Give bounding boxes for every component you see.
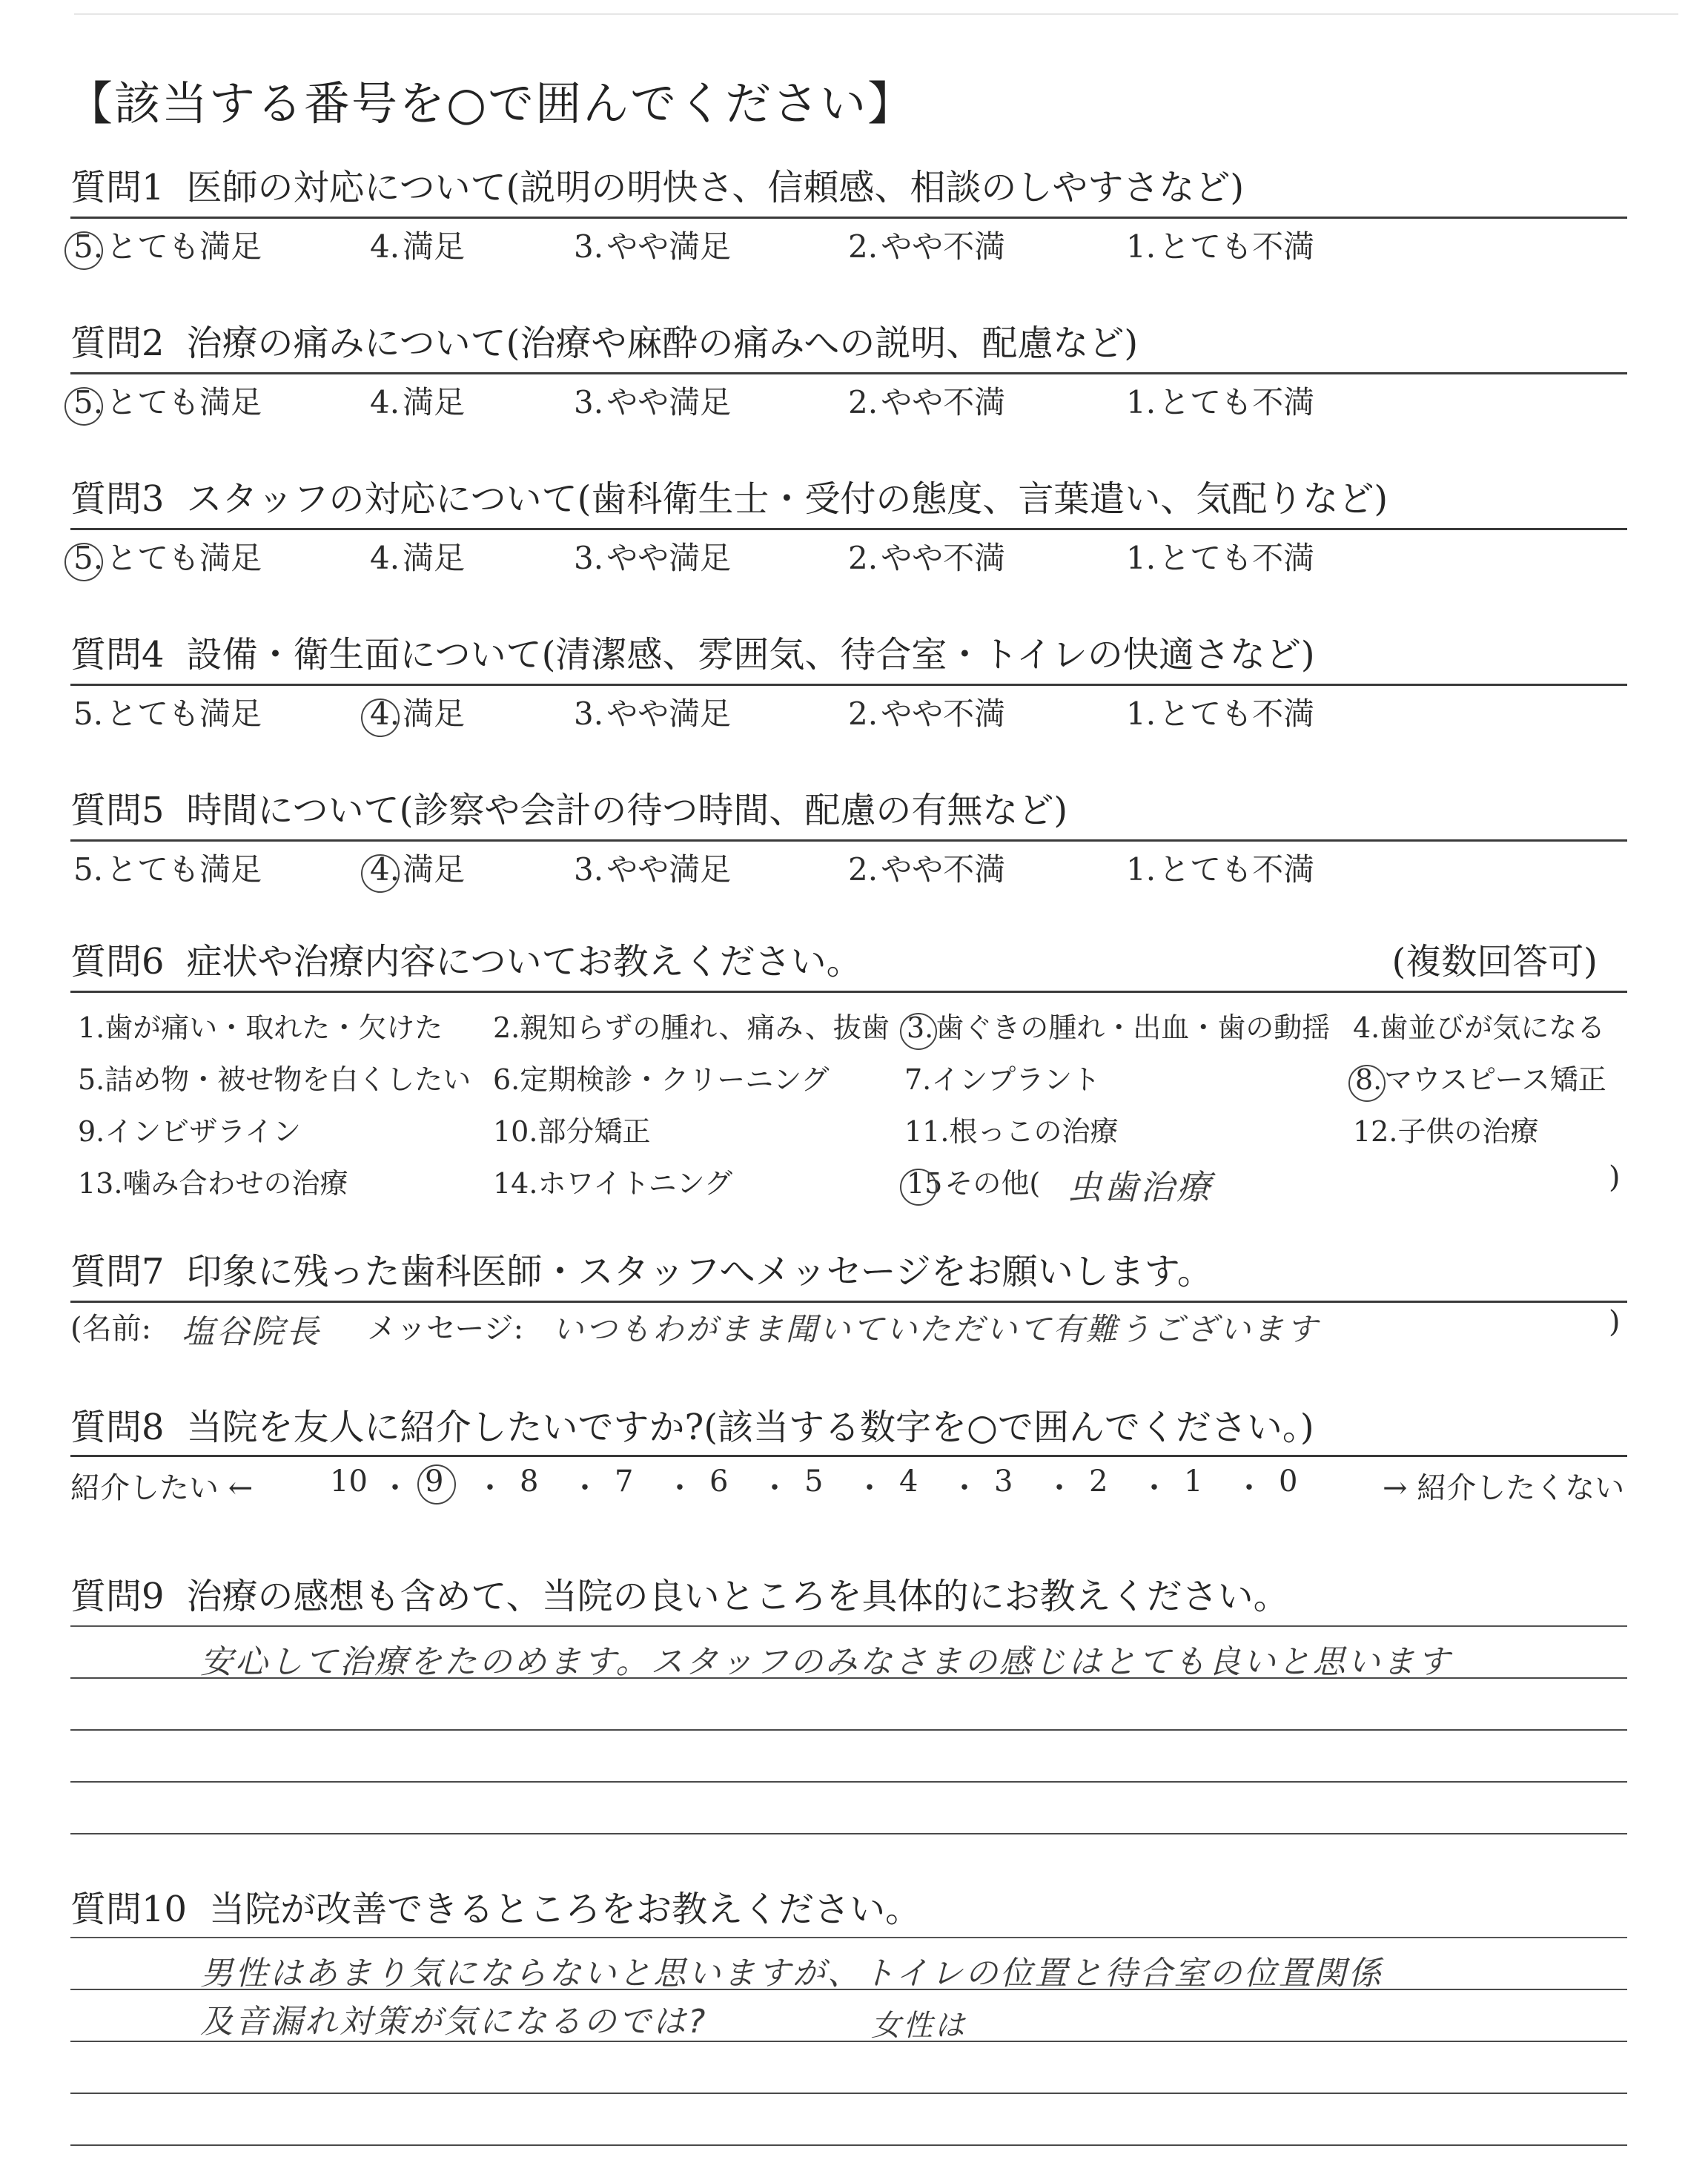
option-number: 5. bbox=[73, 851, 104, 888]
option-label: 歯ぐきの腫れ・出血・歯の動揺 bbox=[936, 1011, 1331, 1044]
q10-answer-line2: 及音漏れ対策が気になるのでは? bbox=[200, 2003, 708, 2041]
question-text: 時間について(診察や会計の待つ時間、配慮の有無など) bbox=[186, 790, 1068, 831]
scale-left-label: 紹介したい ← bbox=[70, 1471, 254, 1505]
question-number: 質問9 bbox=[70, 1576, 165, 1617]
option-number: 5. bbox=[78, 1063, 105, 1096]
answer-option[interactable] bbox=[1123, 378, 1314, 423]
option-number: 3. bbox=[574, 384, 604, 420]
answer-option[interactable] bbox=[70, 690, 262, 734]
scale-value[interactable]: 10 bbox=[330, 1464, 368, 1499]
scale-separator: ・ bbox=[1234, 1471, 1264, 1505]
option-number: 5. bbox=[70, 384, 106, 420]
option-label: とても不満 bbox=[1159, 851, 1315, 888]
option-label: やや不満 bbox=[881, 228, 1006, 265]
question-10 bbox=[70, 1883, 1627, 1935]
option-label: 親知らずの腫れ、痛み、抜歯 bbox=[520, 1011, 890, 1044]
option-label: とても不満 bbox=[1159, 696, 1315, 732]
option-label: やや不満 bbox=[881, 540, 1006, 576]
option-number: 2. bbox=[848, 696, 878, 732]
name-handwritten: 塩谷院長 bbox=[182, 1313, 321, 1351]
question-4 bbox=[70, 629, 1627, 681]
q6-other-close: ) bbox=[1609, 1160, 1621, 1195]
answer-option[interactable] bbox=[1123, 534, 1314, 578]
question-text: 治療の痛みについて(治療や麻酔の痛みへの説明、配慮など) bbox=[186, 323, 1139, 364]
option-number: 1. bbox=[1126, 384, 1156, 420]
scale-value[interactable]: 2 bbox=[1089, 1464, 1108, 1499]
option-label: インプラント bbox=[931, 1063, 1101, 1096]
option-label: その他( bbox=[944, 1167, 1041, 1200]
symptom-option[interactable] bbox=[78, 1057, 471, 1097]
answer-line bbox=[70, 1781, 1627, 1783]
scale-separator: ・ bbox=[760, 1471, 790, 1505]
option-number: 3. bbox=[574, 851, 604, 888]
q6-options-grid bbox=[70, 1005, 1627, 1220]
option-number: 12. bbox=[1353, 1115, 1398, 1148]
scale-right-label: → 紹介したくない bbox=[1383, 1471, 1625, 1505]
question-rule bbox=[70, 217, 1627, 219]
question-number: 質問4 bbox=[70, 634, 165, 676]
q4-options bbox=[70, 690, 1627, 734]
symptom-option[interactable] bbox=[1353, 1005, 1605, 1046]
answer-option[interactable] bbox=[367, 378, 465, 423]
question-text: 症状や治療内容についてお教えください。 bbox=[186, 941, 862, 982]
question-1 bbox=[70, 162, 1627, 214]
question-number: 質問7 bbox=[70, 1251, 165, 1292]
option-label: 部分矯正 bbox=[537, 1115, 651, 1148]
option-label: やや満足 bbox=[606, 851, 732, 888]
question-number: 質問5 bbox=[70, 790, 165, 831]
symptom-option[interactable] bbox=[904, 1057, 1100, 1097]
option-label: インビザライン bbox=[105, 1115, 302, 1148]
question-text: 医師の対応について(説明の明快さ、信頼感、相談のしやすさなど) bbox=[186, 167, 1245, 208]
question-rule bbox=[70, 684, 1627, 686]
question-text: 印象に残った歯科医師・スタッフへメッセージをお願いします。 bbox=[186, 1251, 1213, 1292]
answer-option[interactable] bbox=[845, 534, 1005, 578]
answer-line bbox=[70, 2041, 1627, 2042]
scale-separator: ・ bbox=[665, 1471, 695, 1505]
option-label: やや不満 bbox=[881, 384, 1006, 420]
symptom-option[interactable] bbox=[1353, 1109, 1538, 1149]
q1-options bbox=[70, 222, 1627, 267]
symptom-option[interactable] bbox=[493, 1057, 830, 1097]
question-number: 質問2 bbox=[70, 323, 165, 364]
question-6 bbox=[70, 936, 1627, 988]
option-label: 子供の治療 bbox=[1397, 1115, 1539, 1148]
symptom-option[interactable] bbox=[78, 1109, 301, 1149]
scale-separator: ・ bbox=[380, 1471, 410, 1505]
option-number: 1. bbox=[78, 1011, 105, 1044]
option-label: 満足 bbox=[403, 228, 466, 265]
option-number: 8. bbox=[1353, 1063, 1384, 1096]
option-label: やや満足 bbox=[606, 228, 732, 265]
option-label: 詰め物・被せ物を白くしたい bbox=[105, 1063, 471, 1096]
q2-options bbox=[70, 378, 1627, 423]
option-label: 定期検診・クリーニング bbox=[520, 1063, 830, 1096]
answer-option[interactable] bbox=[845, 378, 1005, 423]
option-number: 6. bbox=[493, 1063, 520, 1096]
scale-separator: ・ bbox=[1045, 1471, 1074, 1505]
option-label: 満足 bbox=[403, 540, 466, 576]
option-number: 4. bbox=[370, 228, 400, 265]
symptom-option[interactable] bbox=[904, 1109, 1118, 1149]
question-text: 治療の感想も含めて、当院の良いところを具体的にお教えください。 bbox=[186, 1576, 1289, 1617]
option-label: とても満足 bbox=[106, 540, 262, 576]
q7-message-row bbox=[70, 1305, 1627, 1350]
answer-option[interactable] bbox=[367, 222, 465, 267]
question-text: 当院を友人に紹介したいですか?(該当する数字を○で囲んでください。) bbox=[186, 1407, 1314, 1448]
option-number: 15 bbox=[904, 1167, 944, 1200]
message-handwritten: いつもわがまま聞いていただいて有難うございます bbox=[552, 1311, 1320, 1347]
question-text: 設備・衛生面について(清潔感、雰囲気、待合室・トイレの快適さなど) bbox=[186, 634, 1315, 676]
question-rule bbox=[70, 528, 1627, 530]
option-number: 1. bbox=[1126, 851, 1156, 888]
symptom-option[interactable] bbox=[1353, 1057, 1606, 1097]
answer-line bbox=[70, 1677, 1627, 1679]
option-number: 4. bbox=[370, 384, 400, 420]
answer-option[interactable] bbox=[70, 534, 262, 578]
question-9 bbox=[70, 1571, 1627, 1622]
answer-option[interactable] bbox=[70, 222, 262, 267]
answer-option[interactable] bbox=[845, 690, 1005, 734]
symptom-option[interactable] bbox=[493, 1160, 732, 1201]
option-number: 4. bbox=[367, 696, 403, 732]
option-number: 5. bbox=[70, 228, 106, 265]
option-number: 2. bbox=[848, 228, 878, 265]
option-label: ホワイトニング bbox=[537, 1167, 733, 1200]
option-number: 5. bbox=[73, 696, 104, 732]
option-label: やや満足 bbox=[606, 384, 732, 420]
answer-option[interactable] bbox=[367, 534, 465, 578]
scale-value[interactable]: 1 bbox=[1184, 1464, 1203, 1499]
option-number: 1. bbox=[1126, 228, 1156, 265]
option-label: 噛み合わせの治療 bbox=[122, 1167, 348, 1200]
multiple-answer-note: (複数回答可) bbox=[1391, 941, 1598, 982]
question-text: スタッフの対応について(歯科衛生士・受付の態度、言葉遣い、気配りなど) bbox=[186, 478, 1388, 520]
option-number: 5. bbox=[70, 540, 106, 576]
option-number: 3. bbox=[574, 540, 604, 576]
option-number: 2. bbox=[493, 1011, 520, 1044]
option-label: 満足 bbox=[403, 851, 466, 888]
option-number: 4. bbox=[370, 540, 400, 576]
scale-value[interactable]: 4 bbox=[899, 1464, 918, 1499]
answer-option[interactable] bbox=[571, 845, 731, 890]
option-number: 9. bbox=[78, 1115, 105, 1148]
option-label: やや不満 bbox=[881, 851, 1006, 888]
scale-value[interactable]: 6 bbox=[709, 1464, 729, 1499]
question-rule bbox=[70, 1455, 1627, 1457]
option-label: マウスピース矯正 bbox=[1384, 1063, 1606, 1096]
scale-separator: ・ bbox=[475, 1471, 505, 1505]
answer-line bbox=[70, 1625, 1627, 1627]
option-number: 13. bbox=[78, 1167, 123, 1200]
symptom-option[interactable] bbox=[493, 1109, 650, 1149]
answer-option[interactable] bbox=[571, 534, 731, 578]
option-number: 2. bbox=[848, 851, 878, 888]
scale-value[interactable]: 3 bbox=[994, 1464, 1013, 1499]
option-label: やや不満 bbox=[881, 696, 1006, 732]
question-number: 質問8 bbox=[70, 1407, 165, 1448]
scale-value[interactable]: 0 bbox=[1279, 1464, 1298, 1499]
answer-option[interactable] bbox=[571, 222, 731, 267]
message-close: ) bbox=[1609, 1305, 1621, 1339]
recommend-scale bbox=[70, 1464, 1627, 1509]
page-title: 【該当する番号を○で囲んでください】 bbox=[67, 76, 916, 131]
answer-option[interactable] bbox=[367, 845, 465, 890]
answer-line bbox=[70, 1937, 1627, 1938]
option-number: 11. bbox=[904, 1115, 950, 1148]
q10-answer-insert: 女性は bbox=[871, 2009, 967, 2043]
question-rule bbox=[70, 991, 1627, 993]
option-number: 10. bbox=[493, 1115, 538, 1148]
scale-value[interactable]: 7 bbox=[615, 1464, 634, 1499]
answer-line bbox=[70, 2144, 1627, 2146]
question-rule bbox=[70, 1301, 1627, 1303]
q9-answer: 安心して治療をたのめます。スタッフのみなさまの感じはとても良いと思います bbox=[200, 1643, 1452, 1681]
option-label: とても満足 bbox=[106, 228, 262, 265]
question-rule bbox=[70, 839, 1627, 842]
option-label: とても満足 bbox=[106, 384, 262, 420]
symptom-option[interactable] bbox=[904, 1005, 1330, 1046]
question-5 bbox=[70, 785, 1627, 836]
scale-value[interactable]: 8 bbox=[520, 1464, 539, 1499]
answer-option[interactable] bbox=[1123, 690, 1314, 734]
question-number: 質問10 bbox=[70, 1889, 188, 1930]
question-number: 質問6 bbox=[70, 941, 165, 982]
option-number: 1. bbox=[1126, 696, 1156, 732]
q6-other-answer: 虫歯治療 bbox=[1068, 1167, 1213, 1207]
option-label: 満足 bbox=[403, 384, 466, 420]
option-number: 2. bbox=[848, 384, 878, 420]
answer-option[interactable] bbox=[70, 845, 262, 890]
scale-value[interactable]: 9 bbox=[425, 1464, 444, 1499]
answer-option[interactable] bbox=[1123, 845, 1314, 890]
option-label: とても満足 bbox=[106, 696, 262, 732]
answer-option[interactable] bbox=[571, 378, 731, 423]
q3-options bbox=[70, 534, 1627, 578]
symptom-option[interactable] bbox=[493, 1005, 890, 1046]
answer-line bbox=[70, 1989, 1627, 1990]
answer-option[interactable] bbox=[845, 222, 1005, 267]
question-number: 質問3 bbox=[70, 478, 165, 520]
answer-option[interactable] bbox=[70, 378, 262, 423]
option-label: 根っこの治療 bbox=[949, 1115, 1119, 1148]
option-label: とても満足 bbox=[106, 851, 262, 888]
question-rule bbox=[70, 372, 1627, 374]
option-label: 歯が痛い・取れた・欠けた bbox=[105, 1011, 443, 1044]
option-label: 歯並びが気になる bbox=[1380, 1011, 1606, 1044]
question-8 bbox=[70, 1401, 1627, 1453]
option-label: やや満足 bbox=[606, 540, 732, 576]
option-number: 14. bbox=[493, 1167, 538, 1200]
answer-option[interactable] bbox=[571, 690, 731, 734]
message-label: メッセージ: bbox=[367, 1312, 524, 1346]
scale-separator: ・ bbox=[950, 1471, 979, 1505]
option-label: とても不満 bbox=[1159, 228, 1315, 265]
question-3 bbox=[70, 473, 1627, 525]
option-number: 1. bbox=[1126, 540, 1156, 576]
option-number: 3. bbox=[574, 228, 604, 265]
scale-separator: ・ bbox=[855, 1471, 884, 1505]
option-number: 2. bbox=[848, 540, 878, 576]
option-label: 満足 bbox=[403, 696, 466, 732]
question-number: 質問1 bbox=[70, 167, 165, 208]
scale-separator: ・ bbox=[570, 1471, 600, 1505]
answer-option[interactable] bbox=[845, 845, 1005, 890]
option-label: とても不満 bbox=[1159, 384, 1315, 420]
answer-line bbox=[70, 1729, 1627, 1731]
question-7 bbox=[70, 1246, 1627, 1298]
scale-value[interactable]: 5 bbox=[804, 1464, 824, 1499]
option-number: 4. bbox=[1353, 1011, 1380, 1044]
symptom-option[interactable] bbox=[904, 1160, 1040, 1201]
option-number: 3. bbox=[904, 1011, 936, 1044]
answer-option[interactable] bbox=[1123, 222, 1314, 267]
option-number: 4. bbox=[367, 851, 403, 888]
question-2 bbox=[70, 317, 1627, 369]
answer-line bbox=[70, 1833, 1627, 1834]
option-number: 7. bbox=[904, 1063, 932, 1096]
symptom-option[interactable] bbox=[78, 1005, 443, 1046]
q10-answer-line1: 男性はあまり気にならないと思いますが、トイレの位置と待合室の位置関係 bbox=[200, 1955, 1383, 1992]
q5-options bbox=[70, 845, 1627, 890]
option-label: やや満足 bbox=[606, 696, 732, 732]
symptom-option[interactable] bbox=[78, 1160, 348, 1201]
name-label: (名前: bbox=[70, 1312, 152, 1346]
option-number: 3. bbox=[574, 696, 604, 732]
option-label: とても不満 bbox=[1159, 540, 1315, 576]
question-text: 当院が改善できるところをお教えください。 bbox=[209, 1889, 921, 1930]
answer-line bbox=[70, 2093, 1627, 2094]
top-border bbox=[74, 13, 1678, 15]
scale-separator: ・ bbox=[1139, 1471, 1169, 1505]
answer-option[interactable] bbox=[367, 690, 465, 734]
